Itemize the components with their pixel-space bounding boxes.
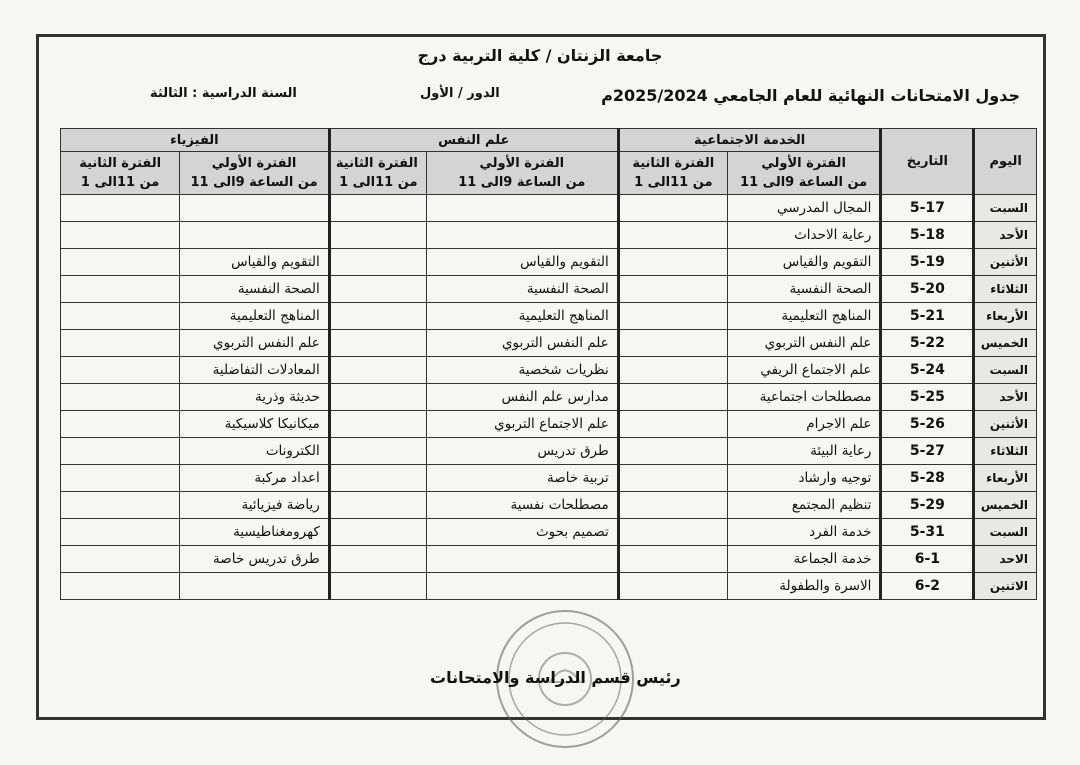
phys-p2-cell xyxy=(61,411,180,438)
day-cell: الأحد xyxy=(974,384,1037,411)
day-cell: الأربعاء xyxy=(974,465,1037,492)
social-p1-cell: خدمة الجماعة xyxy=(727,546,881,573)
social-p2-cell xyxy=(618,357,727,384)
psych-p2-cell xyxy=(329,546,426,573)
period-header: الفترة الثانية من 11الى 1 xyxy=(61,152,180,195)
day-cell: الثلاثاء xyxy=(974,276,1037,303)
table-row xyxy=(61,249,1037,276)
social-p1-cell: الاسرة والطفولة xyxy=(727,573,881,600)
phys-p2-cell xyxy=(61,222,180,249)
period-header: الفترة الثانية من 11الى 1 xyxy=(329,152,426,195)
psych-p2-cell xyxy=(329,276,426,303)
social-p2-cell xyxy=(618,303,727,330)
psych-p2-cell xyxy=(329,465,426,492)
psych-p2-cell xyxy=(329,384,426,411)
social-p1-cell: مصطلحات اجتماعية xyxy=(727,384,881,411)
phys-p2-cell xyxy=(61,276,180,303)
day-cell: الأثنين xyxy=(974,411,1037,438)
date-cell: 5-21 xyxy=(881,303,974,330)
phys-p1-cell: التقويم والقياس xyxy=(180,249,330,276)
social-p1-cell: خدمة الفرد xyxy=(727,519,881,546)
day-cell: الثلاثاء xyxy=(974,438,1037,465)
exam-round: الدور / الأول xyxy=(420,86,500,101)
table-row xyxy=(61,465,1037,492)
phys-p1-cell: حديثة وذرية xyxy=(180,384,330,411)
schedule-title: جدول الامتحانات النهائية للعام الجامعي 2025/2024م xyxy=(601,86,1020,105)
date-cell: 5-25 xyxy=(881,384,974,411)
table-row xyxy=(61,357,1037,384)
psych-p2-cell xyxy=(329,492,426,519)
phys-p1-cell: علم النفس التربوي xyxy=(180,330,330,357)
social-p1-cell: التقويم والقياس xyxy=(727,249,881,276)
social-p1-cell: توجيه وارشاد xyxy=(727,465,881,492)
day-cell: الخميس xyxy=(974,492,1037,519)
social-p2-cell xyxy=(618,411,727,438)
psych-p2-cell xyxy=(329,519,426,546)
phys-p1-cell: ميكانيكا كلاسيكية xyxy=(180,411,330,438)
psych-p1-cell: طرق تدريس xyxy=(426,438,618,465)
day-cell: الاحد xyxy=(974,546,1037,573)
date-cell: 5-31 xyxy=(881,519,974,546)
table-row xyxy=(61,438,1037,465)
psych-p1-cell: الصحة النفسية xyxy=(426,276,618,303)
psych-p2-cell xyxy=(329,195,426,222)
social-p2-cell xyxy=(618,546,727,573)
day-cell: الأثنين xyxy=(974,249,1037,276)
table-row xyxy=(61,411,1037,438)
phys-p2-cell xyxy=(61,195,180,222)
table-row xyxy=(61,276,1037,303)
social-p1-cell: علم الاجرام xyxy=(727,411,881,438)
table-row xyxy=(61,519,1037,546)
university-title: جامعة الزنتان / كلية التربية درج xyxy=(417,46,663,65)
psych-p1-cell: علم النفس التربوي xyxy=(426,330,618,357)
phys-p2-cell xyxy=(61,438,180,465)
psych-p2-cell xyxy=(329,303,426,330)
psych-p1-cell: علم الاجتماع التربوي xyxy=(426,411,618,438)
social-p2-cell xyxy=(618,276,727,303)
date-cell: 5-18 xyxy=(881,222,974,249)
phys-p1-cell: المناهج التعليمية xyxy=(180,303,330,330)
social-p2-cell xyxy=(618,222,727,249)
psych-p2-cell xyxy=(329,249,426,276)
psych-p1-cell xyxy=(426,195,618,222)
phys-p2-cell xyxy=(61,384,180,411)
dept-header-social: الخدمة الاجتماعية xyxy=(618,129,881,152)
psych-p2-cell xyxy=(329,411,426,438)
psych-p1-cell: نظريات شخصية xyxy=(426,357,618,384)
table-row xyxy=(61,384,1037,411)
phys-p1-cell: الكترونات xyxy=(180,438,330,465)
phys-p2-cell xyxy=(61,573,180,600)
phys-p2-cell xyxy=(61,519,180,546)
psych-p2-cell xyxy=(329,438,426,465)
table-row xyxy=(61,222,1037,249)
phys-p2-cell xyxy=(61,546,180,573)
social-p1-cell: الصحة النفسية xyxy=(727,276,881,303)
date-cell: 5-28 xyxy=(881,465,974,492)
day-cell: الأحد xyxy=(974,222,1037,249)
signature-line: رئيس قسم الدراسة والامتحانات xyxy=(430,668,681,687)
phys-p1-cell: رياضة فيزيائية xyxy=(180,492,330,519)
psych-p2-cell xyxy=(329,222,426,249)
dept-header-psychology: علم النفس xyxy=(329,129,618,152)
date-cell: 5-24 xyxy=(881,357,974,384)
date-cell: 5-27 xyxy=(881,438,974,465)
social-p2-cell xyxy=(618,195,727,222)
psych-p1-cell: التقويم والقياس xyxy=(426,249,618,276)
table-row xyxy=(61,573,1037,600)
phys-p1-cell: المعادلات التفاضلية xyxy=(180,357,330,384)
table-row xyxy=(61,330,1037,357)
day-cell: الخميس xyxy=(974,330,1037,357)
table-row xyxy=(61,546,1037,573)
social-p2-cell xyxy=(618,330,727,357)
date-header: التاريخ xyxy=(881,129,974,195)
day-header: اليوم xyxy=(974,129,1037,195)
date-cell: 6-1 xyxy=(881,546,974,573)
date-cell: 6-2 xyxy=(881,573,974,600)
phys-p1-cell xyxy=(180,573,330,600)
day-cell: الاثنين xyxy=(974,573,1037,600)
phys-p2-cell xyxy=(61,357,180,384)
date-cell: 5-17 xyxy=(881,195,974,222)
social-p2-cell xyxy=(618,384,727,411)
social-p1-cell: علم الاجتماع الريفي xyxy=(727,357,881,384)
table-row xyxy=(61,195,1037,222)
psych-p1-cell xyxy=(426,222,618,249)
social-p2-cell xyxy=(618,573,727,600)
social-p2-cell xyxy=(618,465,727,492)
phys-p1-cell: اعداد مركبة xyxy=(180,465,330,492)
social-p2-cell xyxy=(618,249,727,276)
date-cell: 5-19 xyxy=(881,249,974,276)
period-header: الفترة الأولي من الساعة 9الى 11 xyxy=(426,152,618,195)
phys-p1-cell xyxy=(180,195,330,222)
day-cell: السبت xyxy=(974,357,1037,384)
date-cell: 5-20 xyxy=(881,276,974,303)
social-p2-cell xyxy=(618,492,727,519)
phys-p2-cell xyxy=(61,303,180,330)
social-p1-cell: رعاية الاحداث xyxy=(727,222,881,249)
study-year: السنة الدراسية : الثالثة xyxy=(150,86,297,101)
date-cell: 5-26 xyxy=(881,411,974,438)
phys-p1-cell: طرق تدريس خاصة xyxy=(180,546,330,573)
psych-p2-cell xyxy=(329,357,426,384)
day-cell: السبت xyxy=(974,195,1037,222)
table-row xyxy=(61,492,1037,519)
period-header: الفترة الأولي من الساعة 9الى 11 xyxy=(180,152,330,195)
psych-p2-cell xyxy=(329,573,426,600)
psych-p1-cell: المناهج التعليمية xyxy=(426,303,618,330)
psych-p1-cell xyxy=(426,546,618,573)
phys-p1-cell: كهرومغناطيسية xyxy=(180,519,330,546)
psych-p1-cell xyxy=(426,573,618,600)
social-p2-cell xyxy=(618,438,727,465)
social-p1-cell: تنظيم المجتمع xyxy=(727,492,881,519)
phys-p2-cell xyxy=(61,492,180,519)
social-p2-cell xyxy=(618,519,727,546)
date-cell: 5-22 xyxy=(881,330,974,357)
exam-table xyxy=(60,128,1037,600)
dept-header-physics: الفيزياء xyxy=(61,129,330,152)
date-cell: 5-29 xyxy=(881,492,974,519)
period-header: الفترة الأولي من الساعة 9الى 11 xyxy=(727,152,881,195)
social-p1-cell: رعاية البيئة xyxy=(727,438,881,465)
phys-p2-cell xyxy=(61,249,180,276)
table-row xyxy=(61,303,1037,330)
social-p1-cell: المجال المدرسي xyxy=(727,195,881,222)
day-cell: الأربعاء xyxy=(974,303,1037,330)
phys-p2-cell xyxy=(61,330,180,357)
phys-p1-cell: الصحة النفسية xyxy=(180,276,330,303)
phys-p2-cell xyxy=(61,465,180,492)
social-p1-cell: علم النفس التربوي xyxy=(727,330,881,357)
psych-p1-cell: مدارس علم النفس xyxy=(426,384,618,411)
psych-p2-cell xyxy=(329,330,426,357)
psych-p1-cell: تصميم بحوث xyxy=(426,519,618,546)
phys-p1-cell xyxy=(180,222,330,249)
period-header: الفترة الثانية من 11الى 1 xyxy=(618,152,727,195)
day-cell: السبت xyxy=(974,519,1037,546)
psych-p1-cell: مصطلحات نفسية xyxy=(426,492,618,519)
psych-p1-cell: تربية خاصة xyxy=(426,465,618,492)
social-p1-cell: المناهج التعليمية xyxy=(727,303,881,330)
